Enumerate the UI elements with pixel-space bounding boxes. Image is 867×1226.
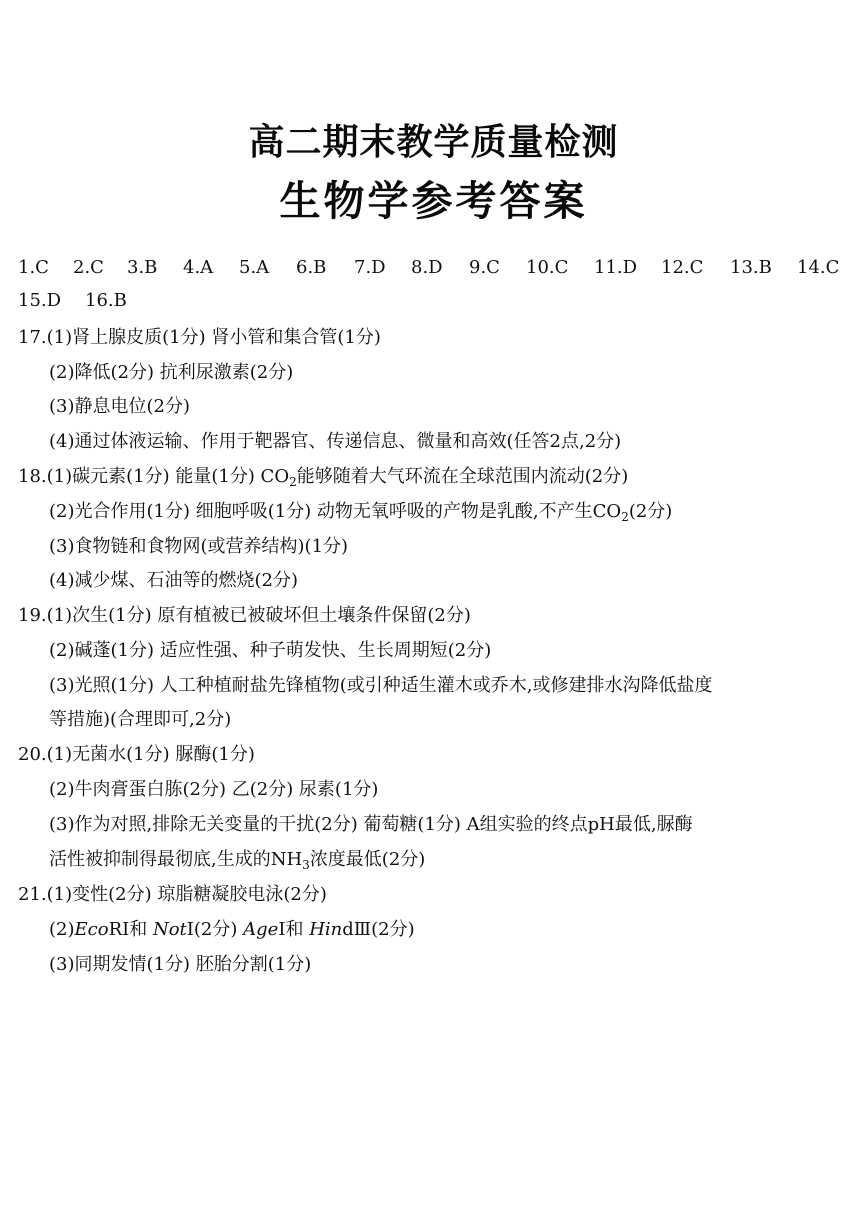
q20-line-4: 活性被抑制得最彻底,生成的$NH_3$浓度最低(2分) xyxy=(49,849,426,872)
q20-line-3: (3)作为对照,排除无关变量的干扰(2分) 葡萄糖(1分) A组实验的终点pH最低,脲酶 xyxy=(49,814,693,835)
choice-answer: 16.B xyxy=(85,290,127,311)
q21-line-2: (2)EcoRⅠ和 NotⅠ(2分) AgeⅠ和 HindⅢ(2分) xyxy=(49,919,415,940)
choice-answer: 10.C xyxy=(526,257,569,278)
q20-line-1: 20.(1)无菌水(1分) 脲酶(1分) xyxy=(18,744,255,765)
choice-answer: 5.A xyxy=(239,257,270,278)
q19-line-4: 等措施)(合理即可,2分) xyxy=(49,709,232,730)
q19-line-3: (3)光照(1分) 人工种植耐盐先锋植物(或引种适生灌木或乔木,或修建排水沟降低盐度 xyxy=(49,675,713,696)
document-title: 高二期末教学质量检测 xyxy=(248,122,619,163)
choice-answer: 4.A xyxy=(183,257,214,278)
q21-line-3: (3)同期发情(1分) 胚胎分割(1分) xyxy=(49,954,312,975)
q18-line-1: 18.(1)碳元素(1分) 能量(1分) $CO_2$能够随着大气环流在全球范围内流动(2分) xyxy=(18,466,629,489)
q18-line-4: (4)减少煤、石油等的燃烧(2分) xyxy=(49,570,298,591)
document-subtitle: 生物学参考答案 xyxy=(279,177,588,225)
choice-answer: 15.D xyxy=(18,290,62,311)
choice-answer: 12.C xyxy=(661,257,704,278)
choice-answer: 1.C xyxy=(18,257,49,278)
q17-line-2: (2)降低(2分) 抗利尿激素(2分) xyxy=(49,362,294,383)
choice-answer: 6.B xyxy=(296,257,327,278)
q17-line-1: 17.(1)肾上腺皮质(1分) 肾小管和集合管(1分) xyxy=(18,327,381,348)
q17-line-4: (4)通过体液运输、作用于靶器官、传递信息、微量和高效(任答2点,2分) xyxy=(49,431,622,452)
q20-line-2: (2)牛肉膏蛋白胨(2分) 乙(2分) 尿素(1分) xyxy=(49,779,379,800)
choice-answer: 2.C xyxy=(73,257,104,278)
choice-answer: 13.B xyxy=(730,257,772,278)
choice-answer: 8.D xyxy=(411,257,443,278)
q19-line-2: (2)碱蓬(1分) 适应性强、种子萌发快、生长周期短(2分) xyxy=(49,640,492,661)
q17-line-3: (3)静息电位(2分) xyxy=(49,396,190,417)
choice-answer: 3.B xyxy=(127,257,158,278)
q21-line-1: 21.(1)变性(2分) 琼脂糖凝胶电泳(2分) xyxy=(18,884,327,905)
choice-answer: 7.D xyxy=(354,257,386,278)
q18-line-2: (2)光合作用(1分) 细胞呼吸(1分) 动物无氧呼吸的产物是乳酸,不产生$CO_2(2$分) xyxy=(49,501,673,524)
choice-answer: 9.C xyxy=(469,257,500,278)
q18-line-3: (3)食物链和食物网(或营养结构)(1分) xyxy=(49,536,349,557)
choice-answer: 14.C xyxy=(797,257,840,278)
choice-answer: 11.D xyxy=(594,257,638,278)
q19-line-1: 19.(1)次生(1分) 原有植被已被破坏但土壤条件保留(2分) xyxy=(18,605,471,626)
